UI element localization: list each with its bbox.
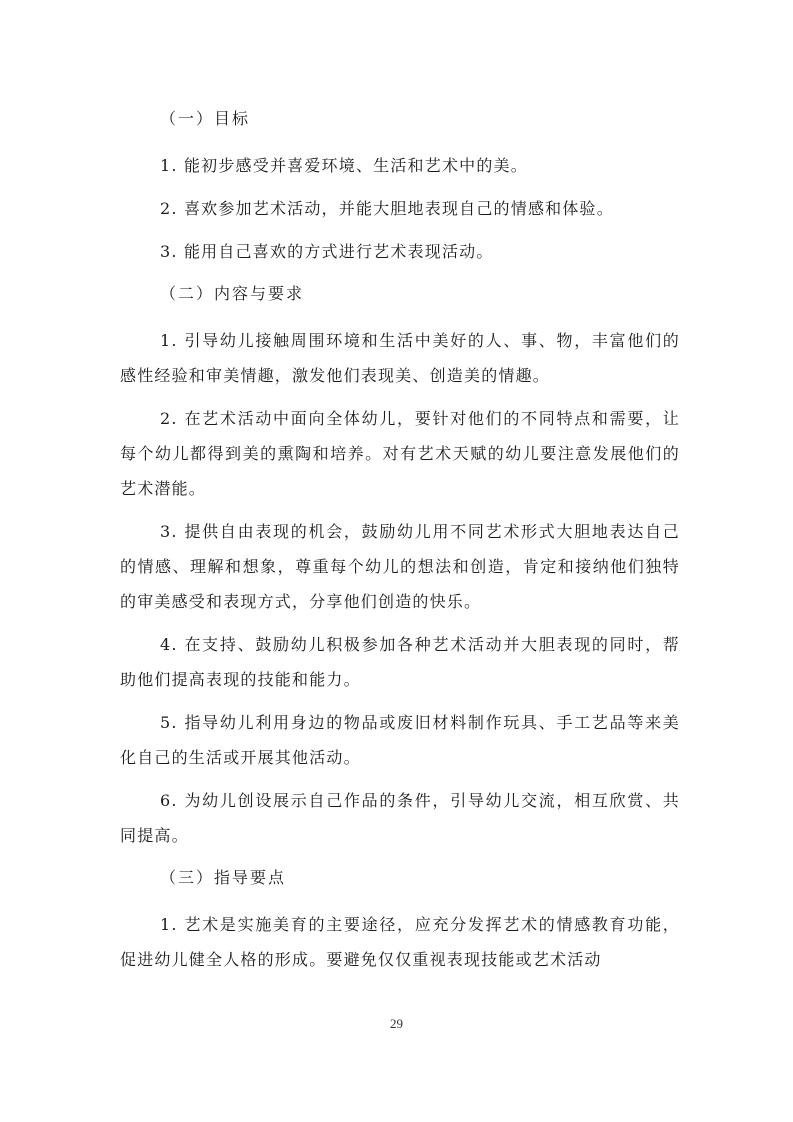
requirement-item-3: 3. 提供自由表现的机会，鼓励幼儿用不同艺术形式大胆地表达自己的情感、理解和想象，尊重每个幼儿的想法和创造，肯定和接纳他们独特的审美感受和表现方式，分享他们创造的快乐。 [120,522,680,611]
requirement-item-2: 2. 在艺术活动中面向全体幼儿，要针对他们的不同特点和需要，让每个幼儿都得到美的熏陶和培养。对有艺术天赋的幼儿要注意发展他们的艺术潜能。 [120,409,680,498]
page-number: 29 [390,1016,403,1031]
goal-item-1: 1. 能初步感受并喜爱环境、生活和艺术中的美。 [160,156,528,175]
goal-item-3: 3. 能用自己喜欢的方式进行艺术表现活动。 [160,242,494,261]
document-body [120,102,680,985]
requirement-item-1: 1. 引导幼儿接触周围环境和生活中美好的人、事、物，丰富他们的感性经验和审美情趣，激发他们表现美、创造美的情趣。 [120,331,680,385]
requirement-item-6: 6. 为幼儿创设展示自己作品的条件，引导幼儿交流，相互欣赏、共同提高。 [120,791,680,845]
goal-item-2: 2. 喜欢参加艺术活动，并能大胆地表现自己的情感和体验。 [160,199,614,218]
section-heading-goals: （一）目标 [160,109,251,128]
section-heading-content-requirements: （二）内容与要求 [160,284,305,303]
requirement-item-4: 4. 在支持、鼓励幼儿积极参加各种艺术活动并大胆表现的同时，帮助他们提高表现的技能和能力。 [120,635,680,689]
guidance-item-1: 1. 艺术是实施美育的主要途径，应充分发挥艺术的情感教育功能，促进幼儿健全人格的形成。要避免仅仅重视表现技能或艺术活动 [120,915,680,969]
section-heading-guidance: （三）指导要点 [160,868,287,887]
requirement-item-5: 5. 指导幼儿利用身边的物品或废旧材料制作玩具、手工艺品等来美化自己的生活或开展其他活动。 [120,713,680,767]
